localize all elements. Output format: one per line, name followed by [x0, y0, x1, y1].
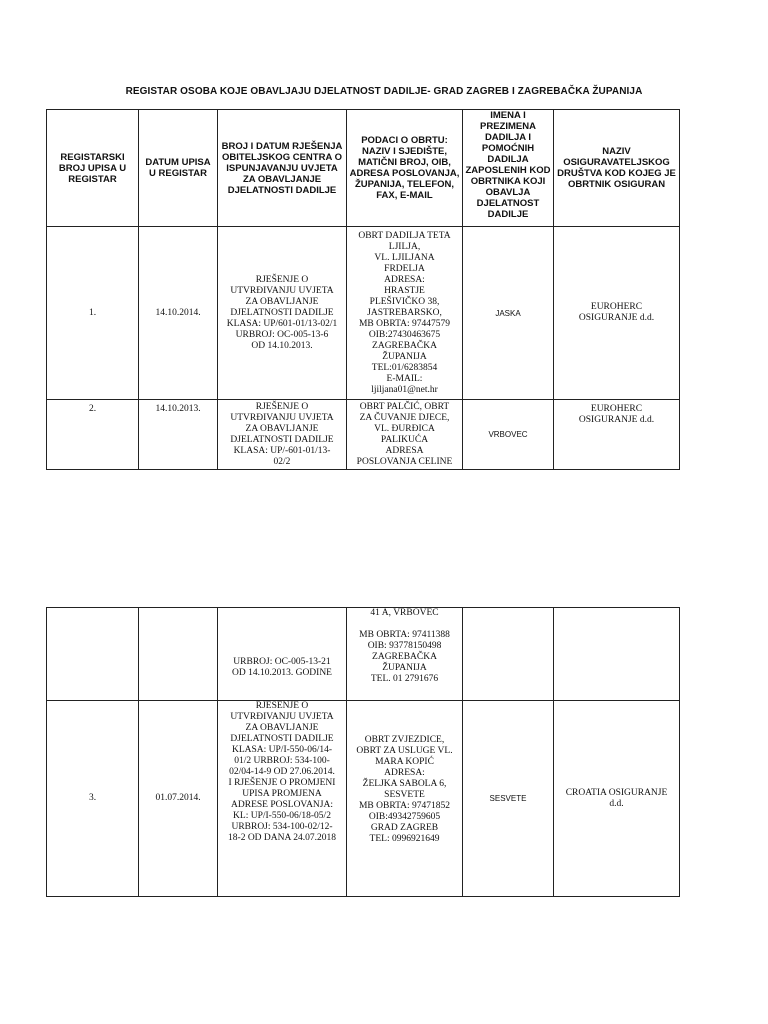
header-registarski-broj: REGISTARSKI BROJ UPISA U REGISTAR — [47, 110, 139, 227]
continuation-dadilje-cell — [463, 608, 554, 701]
row-num: 3. — [47, 701, 139, 897]
header-podaci-o-obrtu: PODACI O OBRTU: NAZIV I SJEDIŠTE, MATIČNI BROJ, OIB, ADRESA POSLOVANJA, ŽUPANIJA, TELEFON, FAX, E-MAIL — [347, 110, 463, 227]
row-rjesenje: RJEŠENJE O UTVRĐIVANJU UVJETA ZA OBAVLJANJE DJELATNOSTI DADILJE KLASA: UP/I-550-06/14- 01/2 URBROJ: 534-100- 02/04-14-9 OD 27.06.2014. I RJEŠENJE O PROMJENI UPISA PROMJENA ADRESE POSLOVANJA: KL: UP/I-550-06/18-05/2 URBROJ: 534-100-02/12- 18-2 OD DANA 24.07.2018 — [218, 701, 347, 897]
row-dadilje: SESVETE — [463, 701, 554, 897]
continuation-osiguranje-cell — [554, 608, 680, 701]
row-date: 14.10.2014. — [139, 227, 218, 400]
table-row — [47, 701, 680, 897]
row-date: 01.07.2014. — [139, 701, 218, 897]
table-row — [47, 227, 680, 400]
header-datum-upisa: DATUM UPISA U REGISTAR — [139, 110, 218, 227]
row-rjesenje: RJEŠENJE O UTVRĐIVANJU UVJETA ZA OBAVLJANJE DJELATNOSTI DADILJE KLASA: UP/-601-01/13- 02/2 — [218, 400, 347, 470]
row-dadilje: VRBOVEC — [463, 400, 554, 470]
row-obrt: OBRT ZVJEZDICE, OBRT ZA USLUGE VL. MARA KOPIĆ ADRESA: ŽELJKA SABOLA 6, SESVETE MB OBRTA: 97471852 OIB:49342759605 GRAD ZAGREB TEL: 0996921649 — [347, 701, 463, 897]
header-row — [47, 110, 680, 227]
document-title: REGISTAR OSOBA KOJE OBAVLJAJU DJELATNOST DADILJE- GRAD ZAGREB I ZAGREBAČKA ŽUPANIJA — [125, 86, 643, 97]
continuation-num-cell — [47, 608, 139, 701]
row-obrt: OBRT PALČIĆ, OBRT ZA ČUVANJE DJECE, VL. ĐURĐICA PALIKUĆA ADRESA POSLOVANJA CELINE — [347, 400, 463, 470]
continuation-obrt: 41 A, VRBOVEC MB OBRTA: 97411388 OIB: 93778150498 ZAGREBAČKA ŽUPANIJA TEL. 01 2791676 — [347, 608, 463, 701]
header-broj-rjesenja: BROJ I DATUM RJEŠENJA OBITELJSKOG CENTRA O ISPUNJAVANJU UVJETA ZA OBAVLJANJE DJELATNOSTI DADILJE — [218, 110, 347, 227]
row-num: 2. — [47, 400, 139, 470]
row-num: 1. — [47, 227, 139, 400]
row-date: 14.10.2013. — [139, 400, 218, 470]
register-table-page-2 — [46, 607, 680, 897]
row-osiguranje: CROATIA OSIGURANJE d.d. — [554, 701, 680, 897]
register-table-page-1 — [46, 109, 680, 470]
continuation-rjesenje: URBROJ: OC-005-13-21 OD 14.10.2013. GODINE — [218, 608, 347, 701]
header-osiguravatelj: NAZIV OSIGURAVATELJSKOG DRUŠTVA KOD KOJEG JE OBRTNIK OSIGURAN — [554, 110, 680, 227]
row-dadilje: JASKA — [463, 227, 554, 400]
continuation-date-cell — [139, 608, 218, 701]
continuation-row — [47, 608, 680, 701]
row-rjesenje: RJEŠENJE O UTVRĐIVANJU UVJETA ZA OBAVLJANJE DJELATNOSTI DADILJE KLASA: UP/601-01/13-02/1 URBROJ: OC-005-13-6 OD 14.10.2013. — [218, 227, 347, 400]
header-imena-dadilja: IMENA I PREZIMENA DADILJA I POMOĆNIH DADILJA ZAPOSLENIH KOD OBRTNIKA KOJI OBAVLJA DJELATNOST DADILJE — [463, 110, 554, 227]
row-osiguranje: EUROHERC OSIGURANJE d.d. — [554, 227, 680, 400]
row-obrt: OBRT DADILJA TETA LJILJA, VL. LJILJANA FRDELJA ADRESA: HRASTJE PLEŠIVIČKO 38, JASTREBARSKO, MB OBRTA: 97447579 OIB:27430463675 ZAGREBAČKA ŽUPANIJA TEL:01/6283854 E-MAIL: ljiljana01@net.hr — [347, 227, 463, 400]
row-osiguranje: EUROHERC OSIGURANJE d.d. — [554, 400, 680, 470]
table-row — [47, 400, 680, 470]
